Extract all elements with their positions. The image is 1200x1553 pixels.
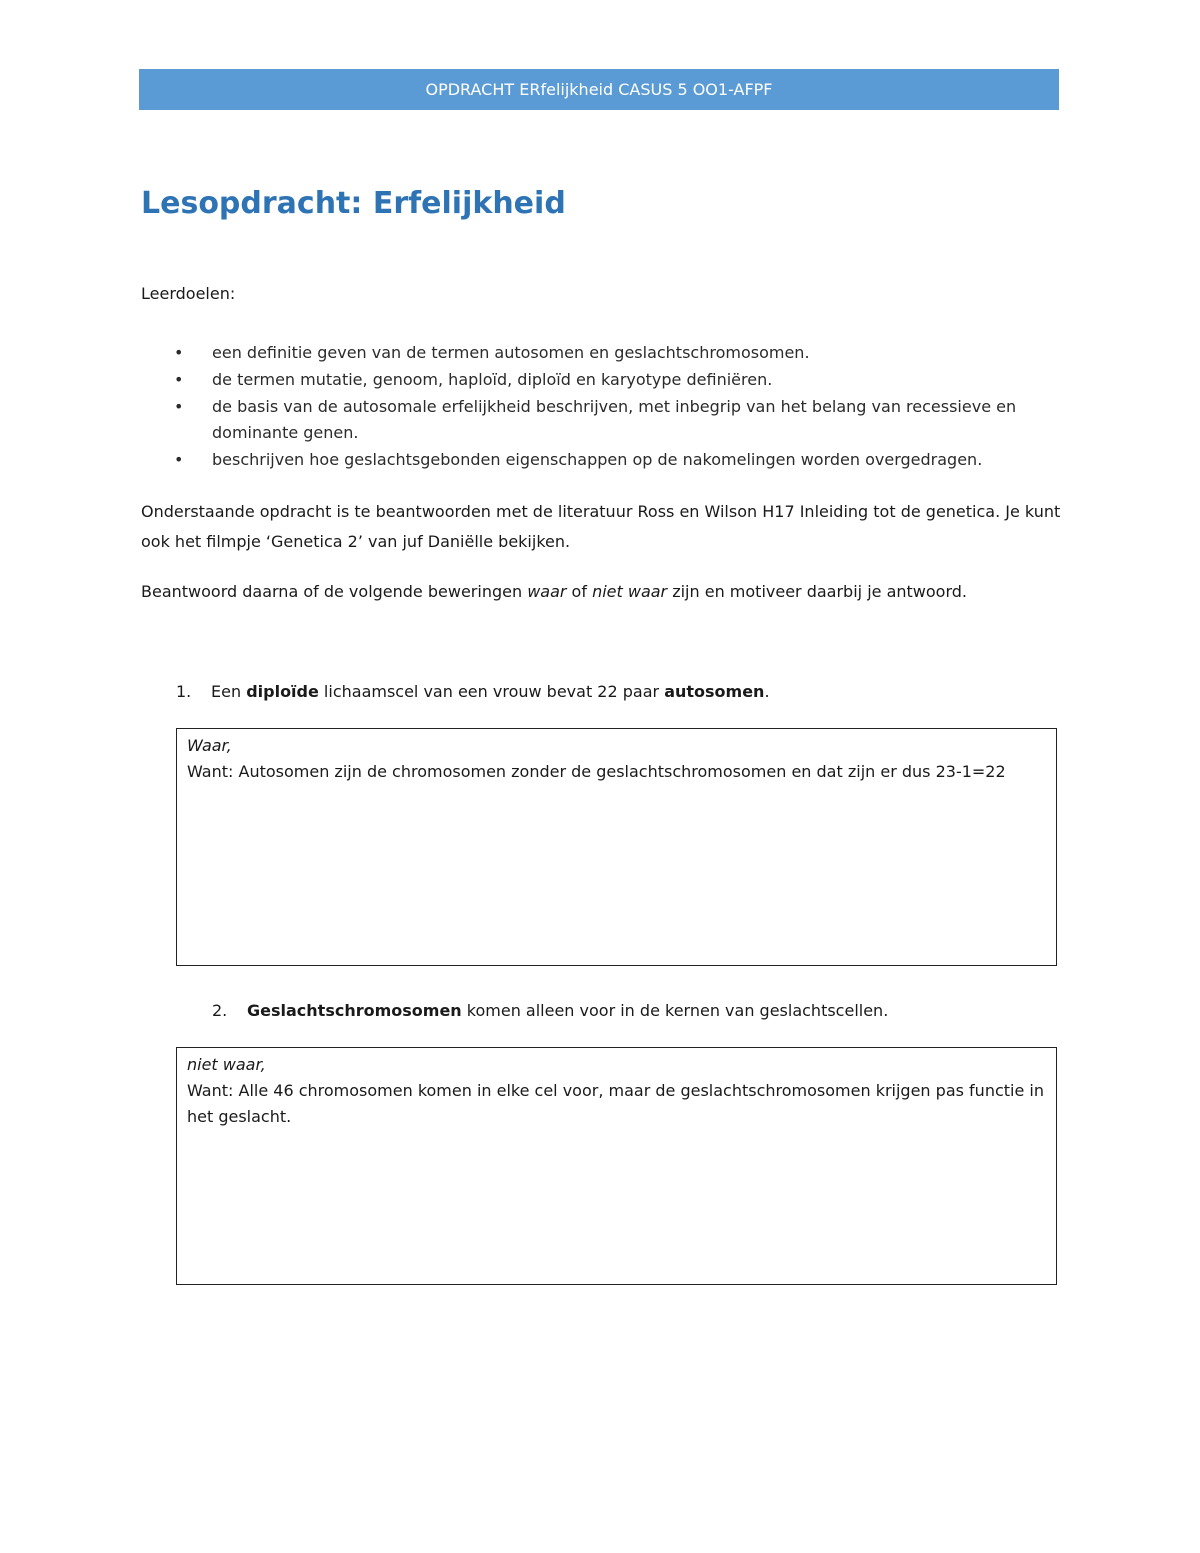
list-item: • de termen mutatie, genoom, haploïd, diploïd en karyotype definiëren. (141, 367, 1061, 393)
bullet-icon: • (174, 397, 184, 416)
bullet-icon: • (174, 450, 184, 469)
goals-label: Leerdoelen: (141, 284, 236, 303)
question-number: 1. (176, 682, 192, 701)
question-number: 2. (212, 1001, 228, 1020)
bullet-icon: • (174, 370, 184, 389)
list-item: • beschrijven hoe geslachtsgebonden eigenschappen op de nakomelingen worden overgedragen. (141, 447, 1061, 473)
question-2: 2. Geslachtschromosomen komen alleen voor in de kernen van geslachtscellen. (212, 999, 888, 1023)
answer-box-1[interactable] (176, 728, 1057, 966)
page-title: Lesopdracht: Erfelijkheid (141, 186, 566, 221)
answer-verdict: Waar, (187, 736, 232, 755)
list-item: • de basis van de autosomale erfelijkheid beschrijven, met inbegrip van het belang van recessieve en dominante genen. (141, 394, 1061, 446)
list-item: • een definitie geven van de termen autosomen en geslachtschromosomen. (141, 340, 1061, 366)
intro-paragraph: Onderstaande opdracht is te beantwoorden met de literatuur Ross en Wilson H17 Inleiding tot de genetica. Je kunt ook het filmpje ‘Genetica 2’ van juf Daniëlle bekijken. (141, 502, 1061, 551)
document-header (139, 69, 1059, 110)
question-1: 1. Een diploïde lichaamscel van een vrouw bevat 22 paar autosomen. (176, 680, 770, 704)
instruction-paragraph: Beantwoord daarna of de volgende beweringen waar of niet waar zijn en motiveer daarbij je antwoord. (141, 582, 967, 601)
goals-list (141, 340, 1061, 474)
bullet-icon: • (174, 343, 184, 362)
answer-explanation: Want: Alle 46 chromosomen komen in elke cel voor, maar de geslachtschromosomen krijgen pas functie in het geslacht. (187, 1081, 1044, 1126)
answer-explanation: Want: Autosomen zijn de chromosomen zonder de geslachtschromosomen en dat zijn er dus 23-1=22 (187, 762, 1006, 781)
answer-box-2[interactable] (176, 1047, 1057, 1285)
header-text: OPDRACHT ERfelijkheid CASUS 5 OO1-AFPF (425, 80, 773, 99)
answer-verdict: niet waar, (187, 1055, 266, 1074)
